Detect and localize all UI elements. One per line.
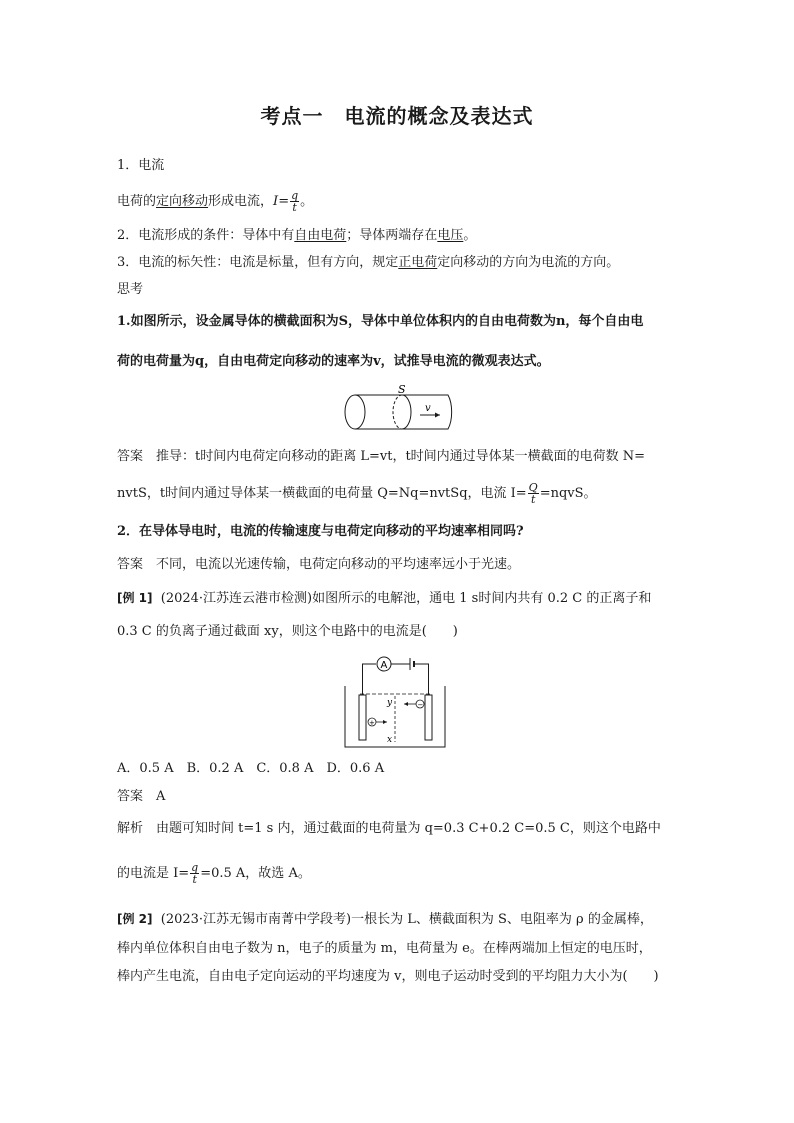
question-1-line-1: 1.如图所示，设金属导体的横截面积为S，导体中单位体积内的自由电荷数为n，每个自由电: [117, 314, 644, 329]
example-1-tag: [例 1]: [117, 591, 153, 605]
answer-1-line-2: nvtS，t时间内通过导体某一横截面的电荷量 Q=Nq=nvtSq，电流 I= $\frac{Q}{t}$ =nqvS。: [117, 481, 597, 506]
underlined-term: 定向移动: [156, 194, 209, 209]
label-v: v: [425, 403, 431, 414]
answer-2: 答案 不同，电流以光速传输，电荷定向移动的平均速率远小于光速。: [117, 557, 521, 572]
example-2-line-1: [例 2] (2023·江苏无锡市南菁中学段考)一根长为 L、横截面积为 S、电阻率为 ρ 的金属棒，: [117, 912, 653, 927]
item-current-definition: 电荷的定向移动形成电流，I= $\frac{q}{t}$ 。: [117, 189, 314, 214]
ammeter-icon: A: [380, 660, 388, 671]
fraction-q-over-t: $\frac{q}{t}$: [291, 189, 299, 214]
positive-ion-icon: +: [369, 719, 375, 727]
label-y: y: [387, 698, 393, 708]
example-1-options: A．0.5 A B．0.2 A C．0.8 A D．0.6 A: [117, 761, 385, 776]
example-2-line-2: 棒内单位体积自由电子数为 n，电子的质量为 m，电荷量为 e。在棒两端加上恒定的电压时，: [117, 941, 652, 956]
analysis-line-2: 的电流是 I= $\frac{q}{t}$ =0.5 A，故选 A。: [117, 861, 311, 886]
analysis-line-1: 解析 由题可知时间 t=1 s 内，通过截面的电荷量为 q=0.3 C+0.2 C=0.5 C，则这个电路中: [117, 821, 661, 836]
example-2-line-3: 棒内产生电流，自由电子定向运动的平均速度为 v，则电子运动时受到的平均阻力大小为( ): [117, 969, 659, 984]
question-1-line-2: 荷的电荷量为q，自由电荷定向移动的速率为v，试推导电流的微观表达式。: [117, 354, 550, 369]
item-current-heading: 1．电流: [117, 158, 165, 173]
electrolytic-cell-figure: [340, 650, 450, 750]
example-1-line-1: [例 1] (2024·江苏连云港市检测)如图所示的电解池，通电 1 s时间内共有 0.2 C 的正离子和: [117, 591, 652, 606]
question-2: 2．在导体导电时，电流的传输速度与电荷定向移动的平均速率相同吗?: [117, 524, 524, 539]
example-1-line-2: 0.3 C 的负离子通过截面 xy，则这个电路中的电流是( ): [117, 624, 458, 639]
item-current-direction: 3．电流的标矢性：电流是标量，但有方向，规定正电荷定向移动的方向为电流的方向。: [117, 255, 620, 270]
conductor-cylinder-figure: [340, 385, 465, 440]
fraction-Q-over-t: $\frac{Q}{t}$: [528, 481, 538, 506]
example-2-tag: [例 2]: [117, 912, 153, 926]
section-title: 考点一 电流的概念及表达式: [260, 104, 534, 128]
label-x: x: [387, 735, 393, 745]
example-1-answer: 答案 A: [117, 789, 166, 804]
negative-ion-icon: −: [417, 701, 424, 709]
answer-1-line-1: 答案 推导：t时间内电荷定向移动的距离 L=vt，t时间内通过导体某一横截面的电荷数 N=: [117, 449, 646, 464]
think-heading: 思考: [117, 282, 144, 297]
item-current-conditions: 2．电流形成的条件：导体中有自由电荷；导体两端存在电压。: [117, 228, 477, 243]
label-s: S: [398, 385, 406, 396]
fraction-q-over-t-analysis: $\frac{q}{t}$: [191, 861, 199, 886]
